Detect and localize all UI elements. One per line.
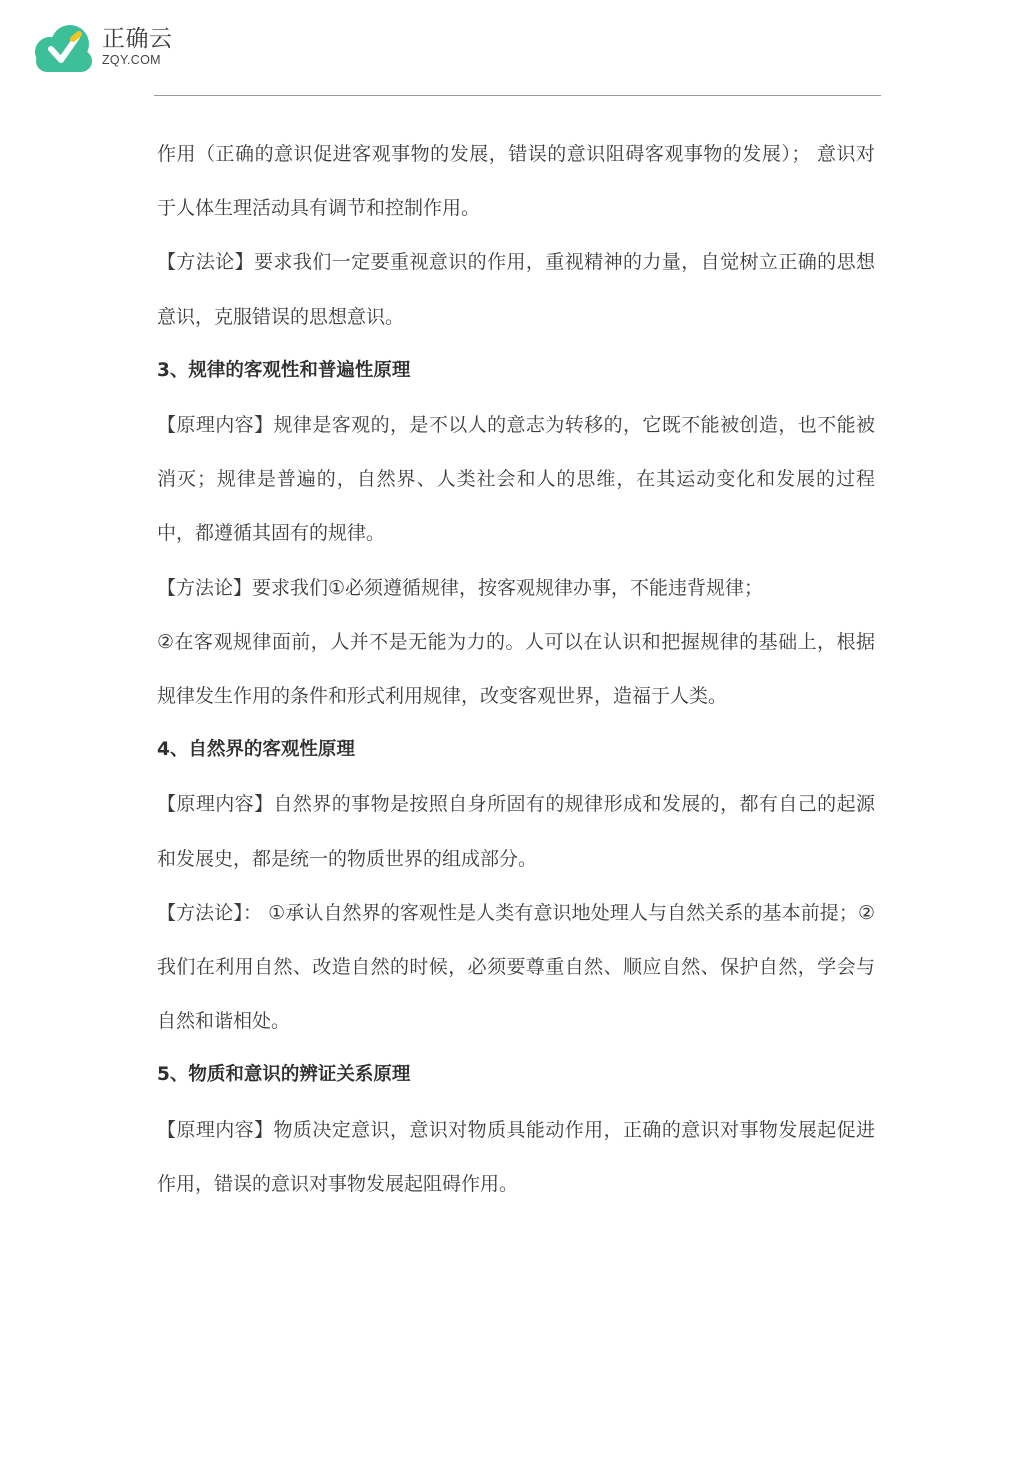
section-heading: 4、自然界的客观性原理 <box>157 739 355 761</box>
logo-name: 正确云 <box>102 26 173 52</box>
section-heading: 3、规律的客观性和普遍性原理 <box>157 359 411 381</box>
section-heading: 5、物质和意识的辨证关系原理 <box>157 1064 411 1086</box>
paragraph: 【原理内容】物质决定意识，意识对物质具能动作用，正确的意识对事物发展起促进作用，错误的意识对事物发展起阻碍作用。 <box>157 1118 875 1195</box>
paragraph: 【方法论】要求我们一定要重视意识的作用，重视精神的力量，自觉树立正确的思想意识，克服错误的思想意识。 <box>157 251 875 328</box>
document-body <box>157 127 875 1211</box>
brand-logo <box>30 22 180 74</box>
paragraph: 【原理内容】自然界的事物是按照自身所固有的规律形成和发展的，都有自己的起源和发展史，都是统一的物质世界的组成部分。 <box>157 793 875 870</box>
paragraph: 【方法论】要求我们①必须遵循规律，按客观规律办事，不能违背规律； <box>157 576 764 599</box>
paragraph: 作用（正确的意识促进客观事物的发展，错误的意识阻碍客观事物的发展）； 意识对于人体生理活动具有调节和控制作用。 <box>157 143 875 220</box>
header-divider <box>154 95 881 96</box>
paragraph: 【方法论】： ①承认自然界的客观性是人类有意识地处理人与自然关系的基本前提；②我们在利用自然、改造自然的时候，必须要尊重自然、顺应自然、保护自然，学会与自然和谐相处。 <box>157 901 875 1033</box>
paragraph: ②在客观规律面前，人并不是无能为力的。人可以在认识和把握规律的基础上，根据规律发生作用的条件和形式利用规律，改变客观世界，造福于人类。 <box>157 630 875 708</box>
cloud-check-icon <box>30 22 96 74</box>
paragraph: 【原理内容】规律是客观的，是不以人的意志为转移的，它既不能被创造，也不能被消灭；规律是普遍的，自然界、人类社会和人的思维，在其运动变化和发展的过程中，都遵循其固有的规律。 <box>157 414 875 545</box>
logo-domain: ZQY.COM <box>102 53 161 67</box>
